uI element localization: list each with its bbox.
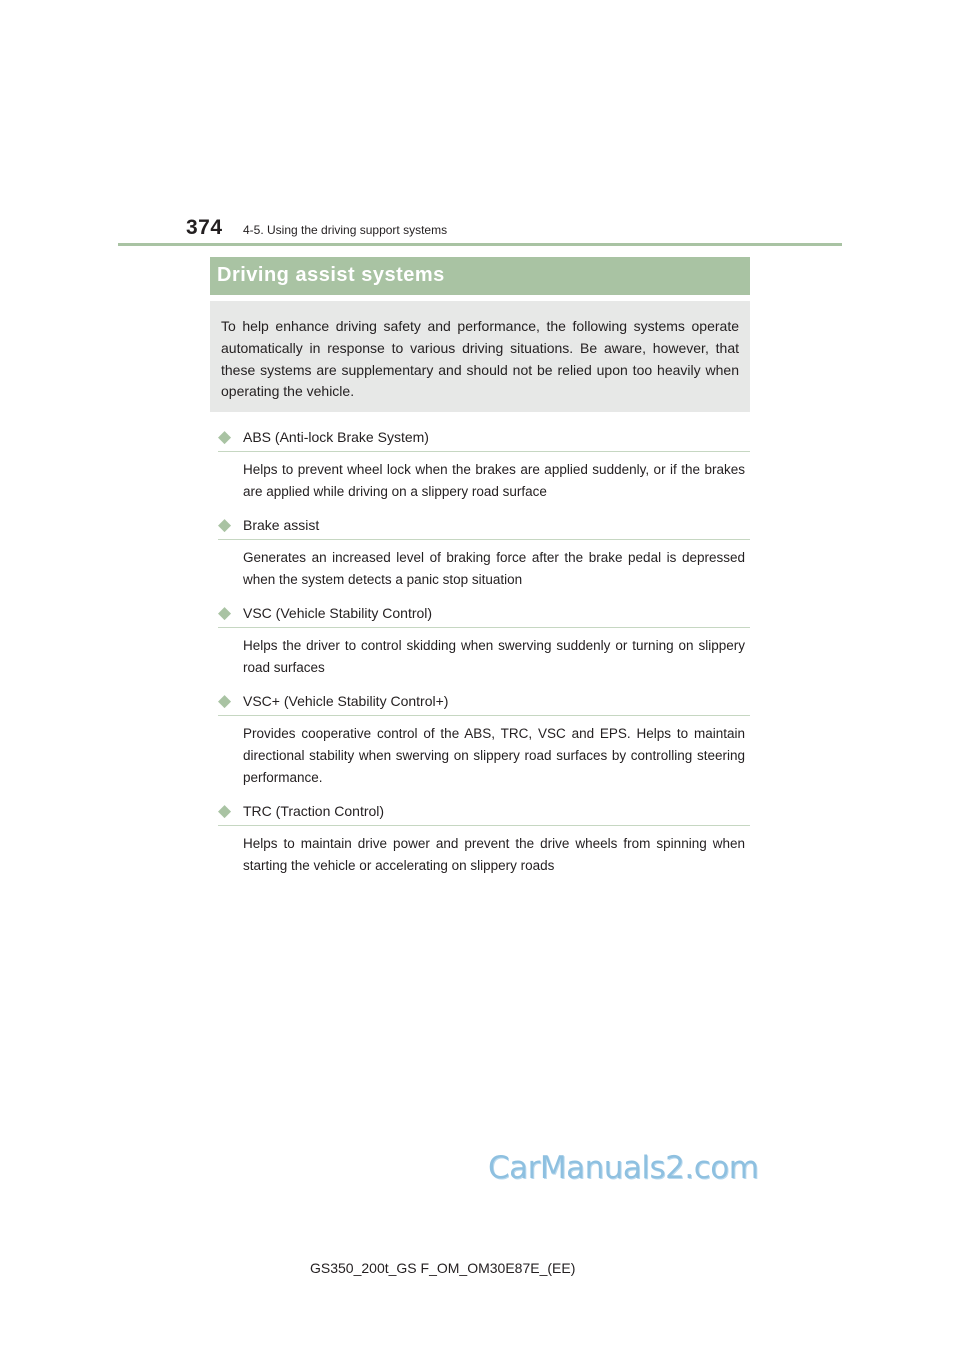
- page-title: Driving assist systems: [217, 264, 445, 286]
- item-heading: [218, 512, 750, 540]
- section-title: 4-5. Using the driving support systems: [243, 223, 448, 237]
- diamond-bullet-icon: ◆: [218, 801, 232, 820]
- header-divider: [118, 243, 842, 246]
- list-item: [218, 688, 750, 794]
- item-title: Brake assist: [243, 517, 320, 533]
- item-heading: [218, 600, 750, 628]
- item-heading: [218, 798, 750, 826]
- watermark: CarManuals2.com: [488, 1150, 759, 1186]
- intro-text: To help enhance driving safety and performance, the following systems operate automatically in response to various driving situations. Be aware, however, that these systems are supplementary and should not be relied upon too heavily when operating the vehicle.: [221, 318, 739, 400]
- list-item: [218, 798, 750, 883]
- system-list: [218, 424, 750, 883]
- title-bar: [210, 257, 750, 295]
- list-item: [218, 424, 750, 509]
- item-description: Provides cooperative control of the ABS, TRC, VSC and EPS. Helps to maintain directional stability when swerving on slippery road surfaces by controlling steering performance.: [243, 726, 745, 785]
- diamond-bullet-icon: ◆: [218, 691, 232, 710]
- diamond-bullet-icon: ◆: [218, 427, 232, 446]
- item-heading: [218, 424, 750, 452]
- page-header: [186, 212, 846, 242]
- intro-box: [210, 301, 750, 412]
- item-description: Generates an increased level of braking force after the brake pedal is depressed when the system detects a panic stop situation: [243, 550, 745, 587]
- item-description: Helps to prevent wheel lock when the brakes are applied suddenly, or if the brakes are applied while driving on a slippery road surface: [243, 462, 745, 499]
- page-number: 374: [186, 216, 223, 239]
- item-title: VSC+ (Vehicle Stability Control+): [243, 693, 449, 709]
- document-code: GS350_200t_GS F_OM_OM30E87E_(EE): [310, 1260, 576, 1276]
- item-title: TRC (Traction Control): [243, 803, 385, 819]
- list-item: [218, 512, 750, 597]
- item-title: VSC (Vehicle Stability Control): [243, 605, 433, 621]
- item-title: ABS (Anti-lock Brake System): [243, 429, 429, 445]
- diamond-bullet-icon: ◆: [218, 603, 232, 622]
- item-description: Helps the driver to control skidding when swerving suddenly or turning on slippery road surfaces: [243, 638, 745, 675]
- item-description: Helps to maintain drive power and prevent the drive wheels from spinning when starting the vehicle or accelerating on slippery roads: [243, 836, 745, 873]
- diamond-bullet-icon: ◆: [218, 515, 232, 534]
- item-heading: [218, 688, 750, 716]
- list-item: [218, 600, 750, 685]
